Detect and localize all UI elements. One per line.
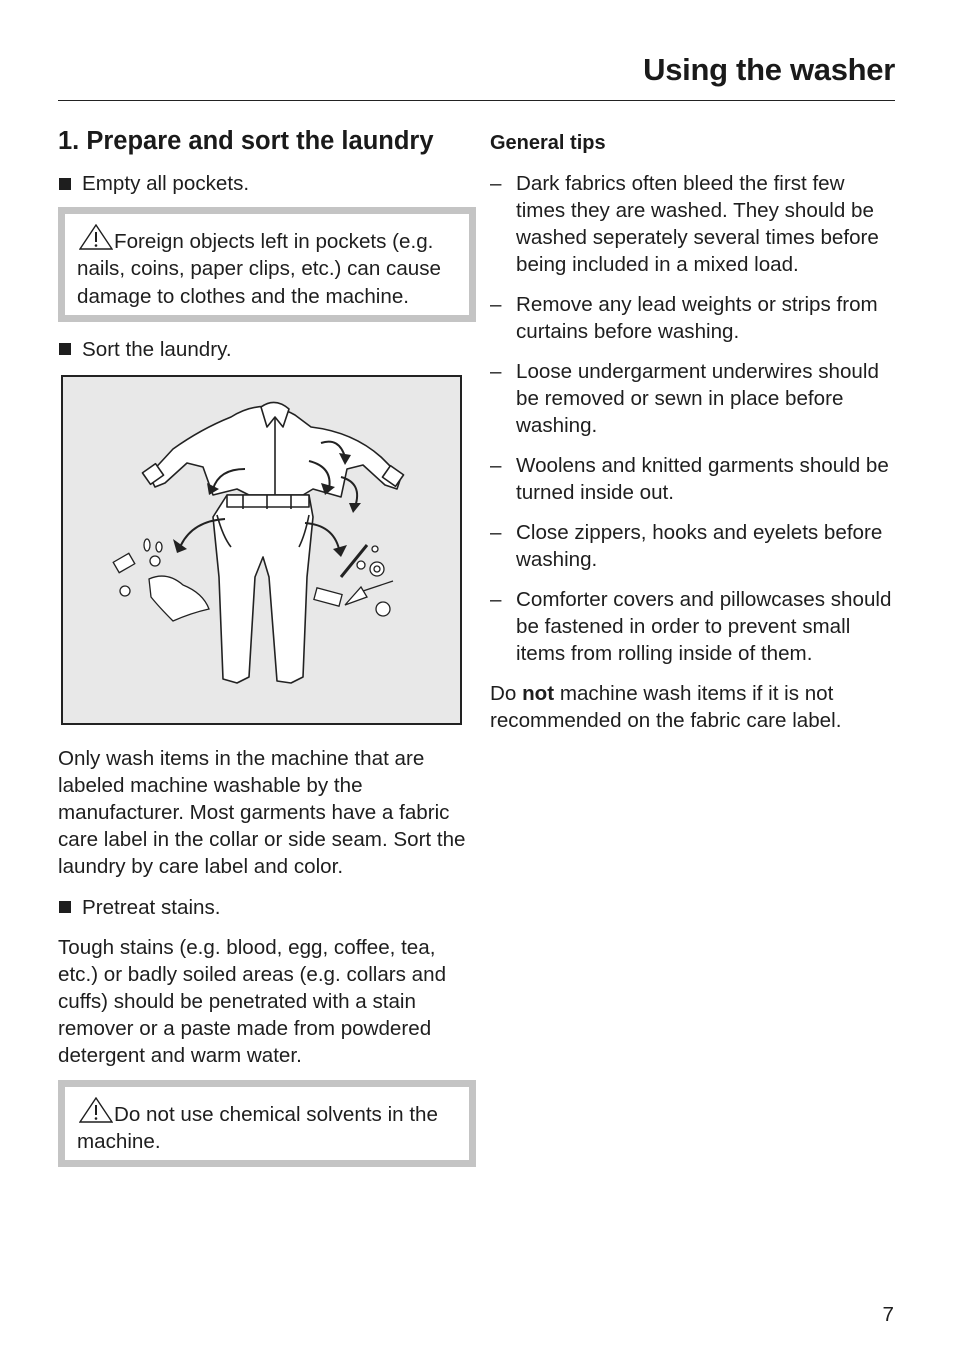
header-divider xyxy=(58,100,895,101)
laundry-illustration xyxy=(61,375,462,725)
step-text: Sort the laundry. xyxy=(82,337,232,361)
left-column xyxy=(58,124,468,1167)
square-bullet-icon xyxy=(59,178,71,190)
step-text: Pretreat stains. xyxy=(82,895,221,919)
step-sort-laundry xyxy=(58,336,468,363)
step-text: Empty all pockets. xyxy=(82,172,250,195)
square-bullet-icon xyxy=(59,343,71,355)
tip-text: Loose undergarment underwires should be removed or sewn in place before washing. xyxy=(516,360,879,437)
tip-item xyxy=(490,452,895,506)
section-heading: 1. Prepare and sort the laundry xyxy=(58,127,434,155)
tip-text: Close zippers, hooks and eyelets before washing. xyxy=(516,521,883,571)
care-label-paragraph: Only wash items in the machine that are labeled machine washable by the manufacturer. Most garments have a fabric care label in the collar or side seam. Sort the laundry by care label and color. xyxy=(58,746,466,878)
step-pretreat-stains xyxy=(58,894,468,921)
tip-text: Woolens and knitted garments should be turned inside out. xyxy=(516,454,889,504)
emphasis-not: not xyxy=(522,682,555,705)
tip-item xyxy=(490,519,895,573)
jacket-and-trousers-illustration xyxy=(63,377,460,723)
warning-box-pockets xyxy=(58,207,476,322)
dash-marker: – xyxy=(490,588,502,611)
dash-marker: – xyxy=(490,360,502,383)
dash-marker: – xyxy=(490,172,502,195)
dash-marker: – xyxy=(490,293,502,316)
dash-marker: – xyxy=(490,521,502,544)
tip-item xyxy=(490,291,895,345)
warning-text: Do not use chemical solvents in the machine. xyxy=(77,1097,457,1156)
step-empty-pockets xyxy=(58,170,468,197)
page-title: Using the washer xyxy=(643,52,895,87)
general-tips-heading: General tips xyxy=(490,132,606,154)
tip-text: Comforter covers and pillowcases should be fastened in order to prevent small items from rolling inside of them. xyxy=(516,588,892,665)
tip-text: Dark fabrics often bleed the first few times they are washed. They should be washed seperately several times before being included in a mixed load. xyxy=(516,172,879,276)
tip-text: Remove any lead weights or strips from curtains before washing. xyxy=(516,293,878,343)
right-column xyxy=(490,124,895,734)
tip-item xyxy=(490,358,895,439)
warning-text: Foreign objects left in pockets (e.g. nails, coins, paper clips, etc.) can cause damage to clothes and the machine. xyxy=(77,224,457,310)
warning-triangle-icon xyxy=(79,224,113,250)
page-number: 7 xyxy=(882,1303,894,1326)
stains-paragraph: Tough stains (e.g. blood, egg, coffee, tea, etc.) or badly soiled areas (e.g. collars and cuffs) should be penetrated with a stain remover or a paste made from powdered detergent and warm water. xyxy=(58,935,447,1067)
dash-marker: – xyxy=(490,454,502,477)
warning-box-solvents xyxy=(58,1080,476,1168)
square-bullet-icon xyxy=(59,901,71,913)
do-not-wash-note: Do not machine wash items if it is not recommended on the fabric care label. xyxy=(490,682,842,732)
tip-item xyxy=(490,170,895,278)
tip-item xyxy=(490,586,895,667)
warning-triangle-icon xyxy=(79,1097,113,1123)
